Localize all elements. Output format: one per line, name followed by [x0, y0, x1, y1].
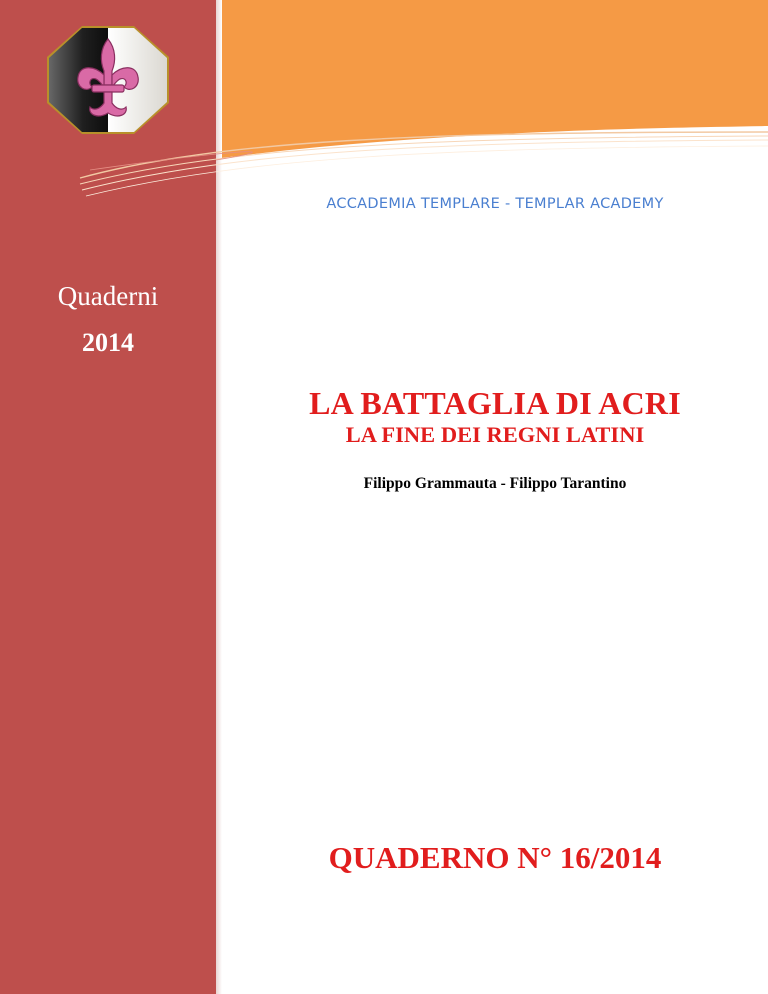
series-label: Quaderni — [57, 281, 159, 311]
document-subtitle: LA FINE DEI REGNI LATINI — [345, 422, 645, 447]
academy-title: ACCADEMIA TEMPLARE - TEMPLAR ACADEMY — [326, 196, 664, 212]
series-year: 2014 — [82, 328, 134, 357]
issue-number: QUADERNO N° 16/2014 — [328, 840, 662, 875]
document-authors: Filippo Grammauta - Filippo Tarantino — [363, 475, 627, 492]
document-title: LA BATTAGLIA DI ACRI — [309, 385, 681, 421]
fleur-de-lis-octagon-icon — [46, 25, 170, 135]
